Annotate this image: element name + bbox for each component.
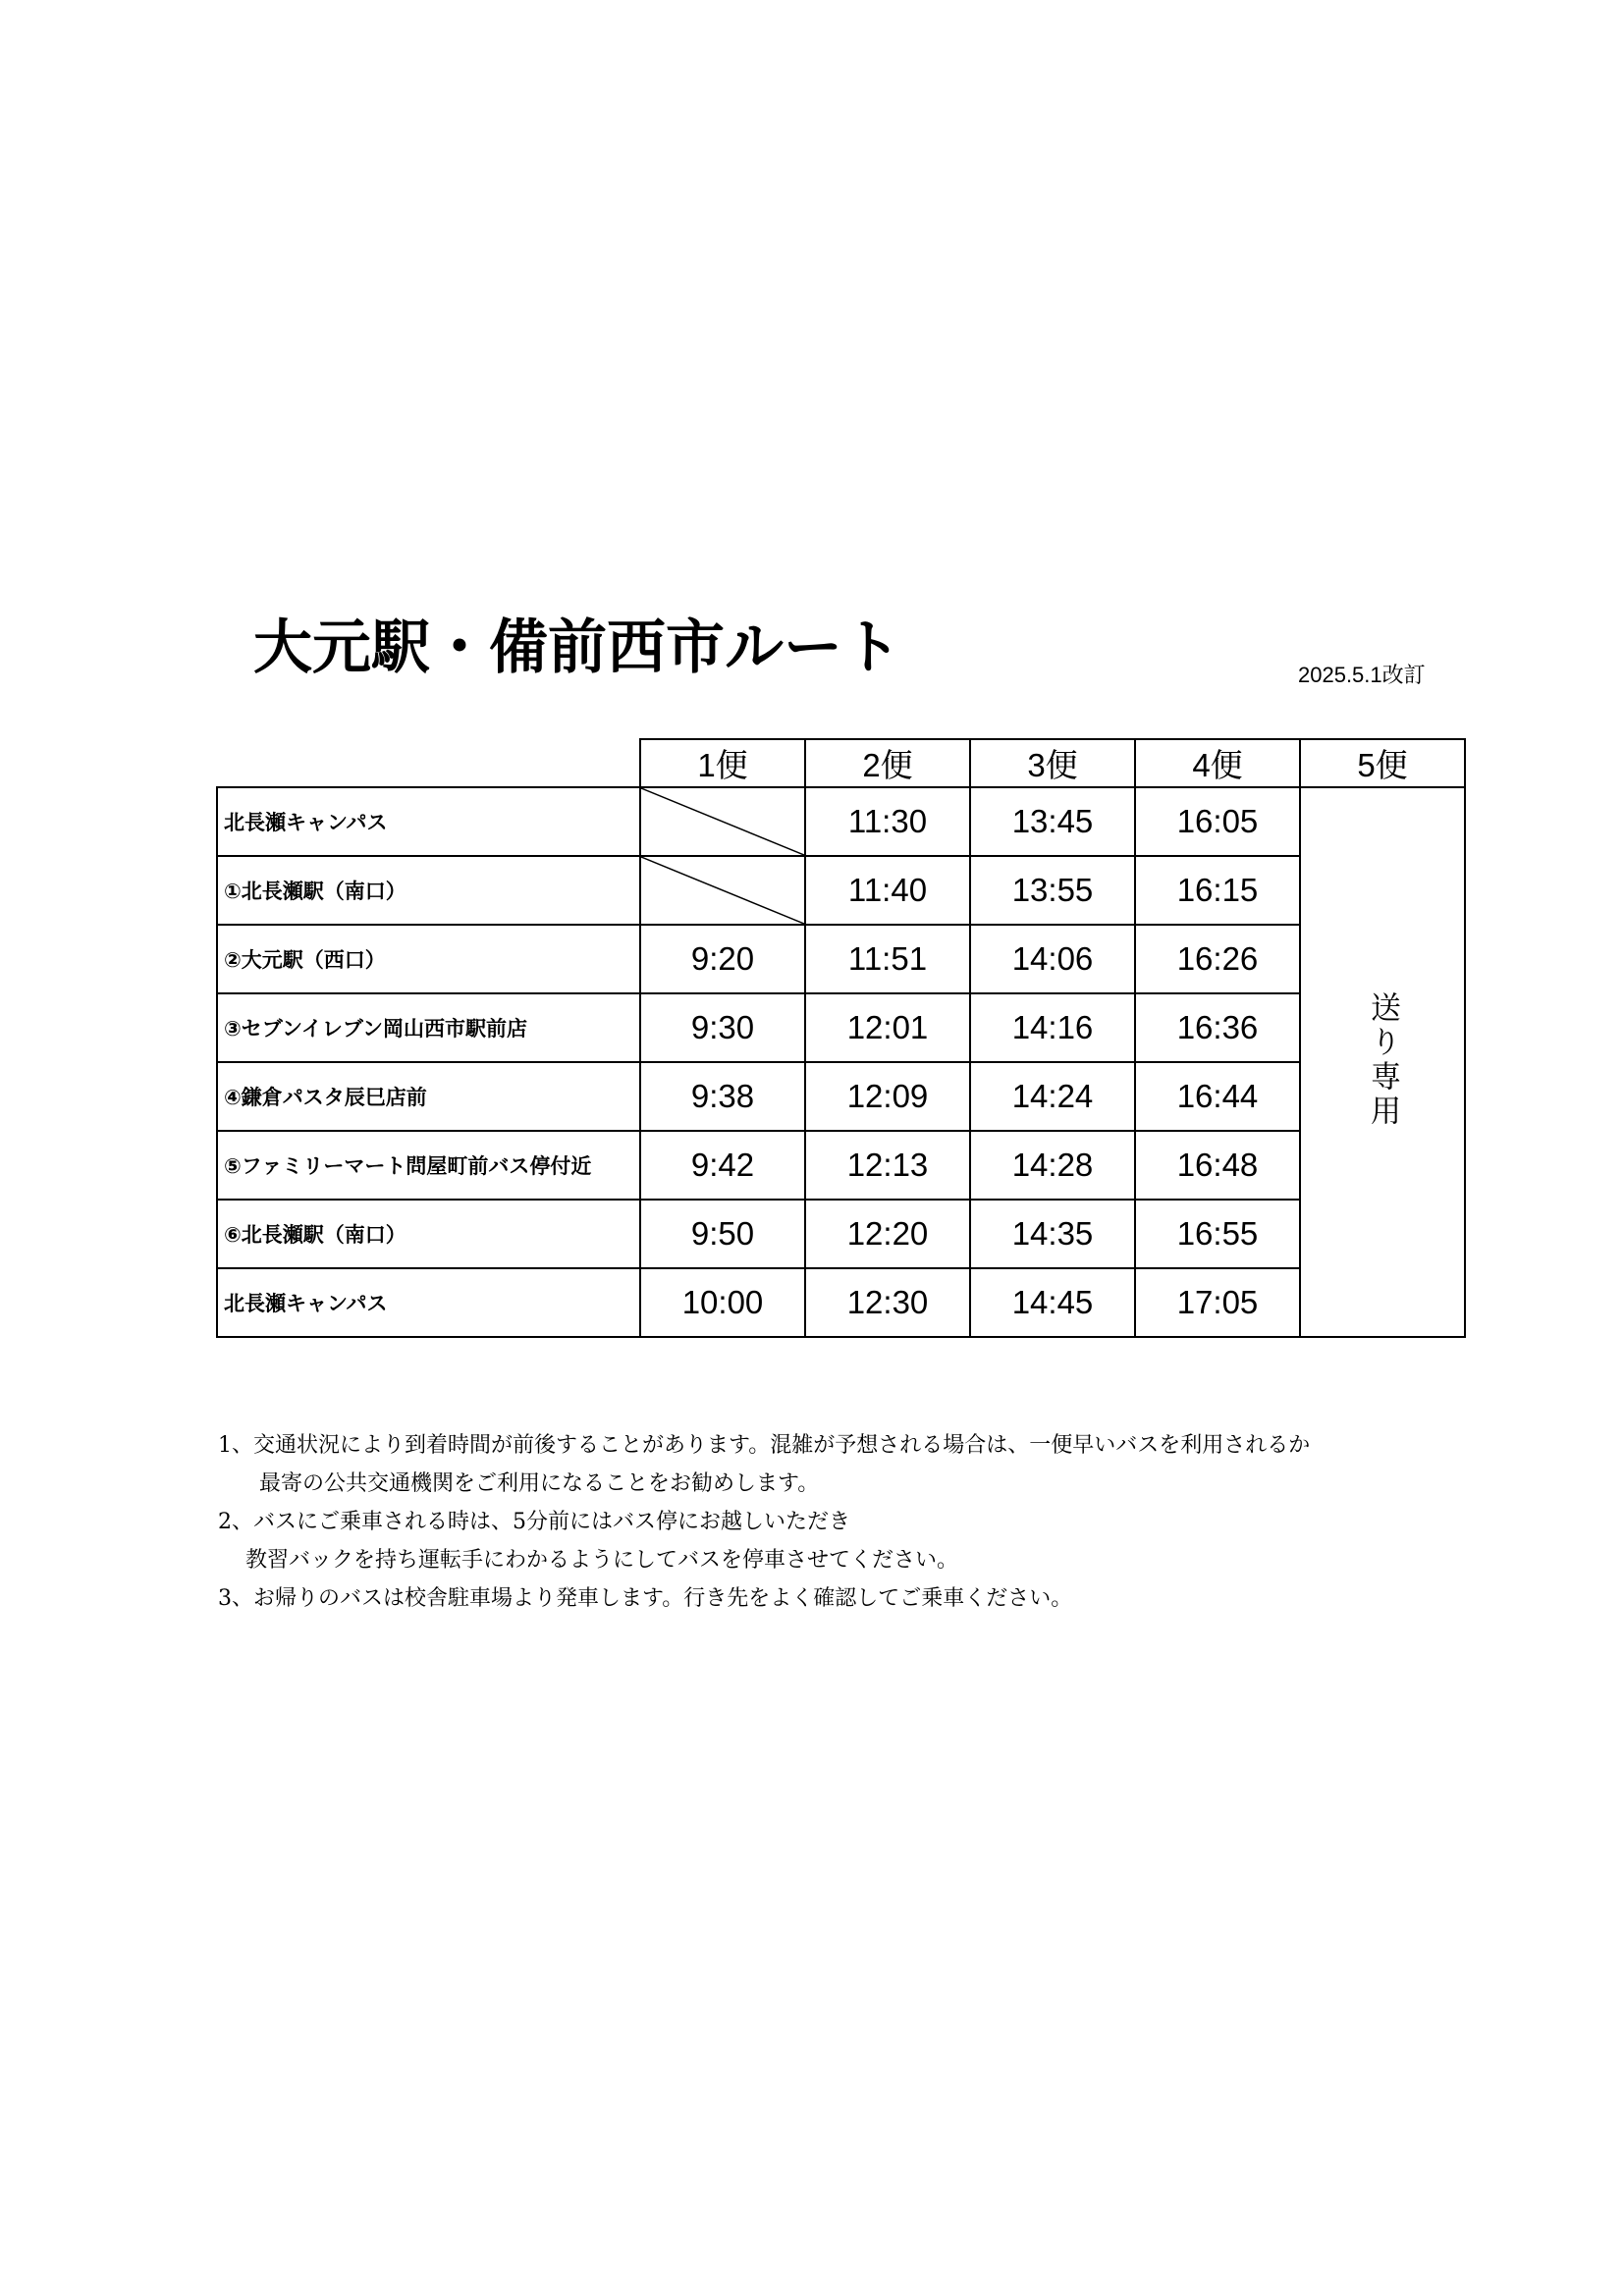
table-row bbox=[217, 1200, 1465, 1268]
table-row bbox=[217, 856, 1465, 925]
stop-name: ⑤ファミリーマート問屋町前バス停付近 bbox=[217, 1131, 640, 1200]
table-row bbox=[217, 1062, 1465, 1131]
time-cell: 11:30 bbox=[805, 787, 970, 856]
table-row bbox=[217, 925, 1465, 993]
time-cell: 13:55 bbox=[970, 856, 1135, 925]
note-line: 最寄の公共交通機関をご利用になることをお勧めします。 bbox=[259, 1471, 820, 1496]
diagonal-slash-icon bbox=[641, 857, 804, 924]
page-title: 大元駅・備前西市ルート bbox=[253, 614, 901, 682]
timetable bbox=[216, 738, 1466, 1338]
time-cell: 9:20 bbox=[640, 925, 805, 993]
time-cell: 12:13 bbox=[805, 1131, 970, 1200]
time-cell: 16:48 bbox=[1135, 1131, 1300, 1200]
time-cell: 16:36 bbox=[1135, 993, 1300, 1062]
time-cell: 9:30 bbox=[640, 993, 805, 1062]
stop-name: ⑥北長瀬駅（南口） bbox=[217, 1200, 640, 1268]
stop-name: ①北長瀬駅（南口） bbox=[217, 856, 640, 925]
time-cell: 14:28 bbox=[970, 1131, 1135, 1200]
stop-name: 北長瀬キャンパス bbox=[217, 787, 640, 856]
header-corner bbox=[217, 739, 640, 787]
send-off-only-label: 送り専用 bbox=[1365, 991, 1400, 1129]
revision-date: 2025.5.1改訂 bbox=[1298, 663, 1426, 687]
time-cell: 16:26 bbox=[1135, 925, 1300, 993]
table-row bbox=[217, 787, 1465, 856]
send-off-only-cell bbox=[1300, 787, 1465, 1337]
header-service-4: 4便 bbox=[1135, 739, 1300, 787]
header-service-1: 1便 bbox=[640, 739, 805, 787]
table-row bbox=[217, 993, 1465, 1062]
no-service-cell bbox=[640, 856, 805, 925]
note-line: 1、交通状況により到着時間が前後することがあります。混雑が予想される場合は、一便早いバスを利用されるか bbox=[218, 1433, 1311, 1458]
time-cell: 12:09 bbox=[805, 1062, 970, 1131]
note-line: 2、バスにご乗車される時は、5分前にはバス停にお越しいただき bbox=[218, 1510, 850, 1534]
stop-name: ③セブンイレブン岡山西市駅前店 bbox=[217, 993, 640, 1062]
time-cell: 10:00 bbox=[640, 1268, 805, 1337]
time-cell: 12:20 bbox=[805, 1200, 970, 1268]
no-service-cell bbox=[640, 787, 805, 856]
header-service-3: 3便 bbox=[970, 739, 1135, 787]
time-cell: 14:16 bbox=[970, 993, 1135, 1062]
header-row bbox=[217, 739, 1465, 787]
time-cell: 12:30 bbox=[805, 1268, 970, 1337]
time-cell: 11:51 bbox=[805, 925, 970, 993]
stop-name: ④鎌倉パスタ辰巳店前 bbox=[217, 1062, 640, 1131]
time-cell: 9:38 bbox=[640, 1062, 805, 1131]
time-cell: 9:42 bbox=[640, 1131, 805, 1200]
time-cell: 16:05 bbox=[1135, 787, 1300, 856]
time-cell: 17:05 bbox=[1135, 1268, 1300, 1337]
time-cell: 14:35 bbox=[970, 1200, 1135, 1268]
note-line: 3、お帰りのバスは校舎駐車場より発車します。行き先をよく確認してご乗車ください。 bbox=[218, 1586, 1073, 1611]
time-cell: 14:24 bbox=[970, 1062, 1135, 1131]
notes-section bbox=[218, 1426, 1470, 1618]
time-cell: 14:06 bbox=[970, 925, 1135, 993]
header-service-2: 2便 bbox=[805, 739, 970, 787]
table-row bbox=[217, 1268, 1465, 1337]
note-line: 教習バックを持ち運転手にわかるようにしてバスを停車させてください。 bbox=[245, 1548, 959, 1573]
time-cell: 12:01 bbox=[805, 993, 970, 1062]
time-cell: 16:55 bbox=[1135, 1200, 1300, 1268]
time-cell: 11:40 bbox=[805, 856, 970, 925]
table-row bbox=[217, 1131, 1465, 1200]
time-cell: 9:50 bbox=[640, 1200, 805, 1268]
diagonal-slash-icon bbox=[641, 788, 804, 855]
time-cell: 13:45 bbox=[970, 787, 1135, 856]
stop-name: 北長瀬キャンパス bbox=[217, 1268, 640, 1337]
stop-name: ②大元駅（西口） bbox=[217, 925, 640, 993]
time-cell: 14:45 bbox=[970, 1268, 1135, 1337]
header-service-5: 5便 bbox=[1300, 739, 1465, 787]
time-cell: 16:44 bbox=[1135, 1062, 1300, 1131]
time-cell: 16:15 bbox=[1135, 856, 1300, 925]
